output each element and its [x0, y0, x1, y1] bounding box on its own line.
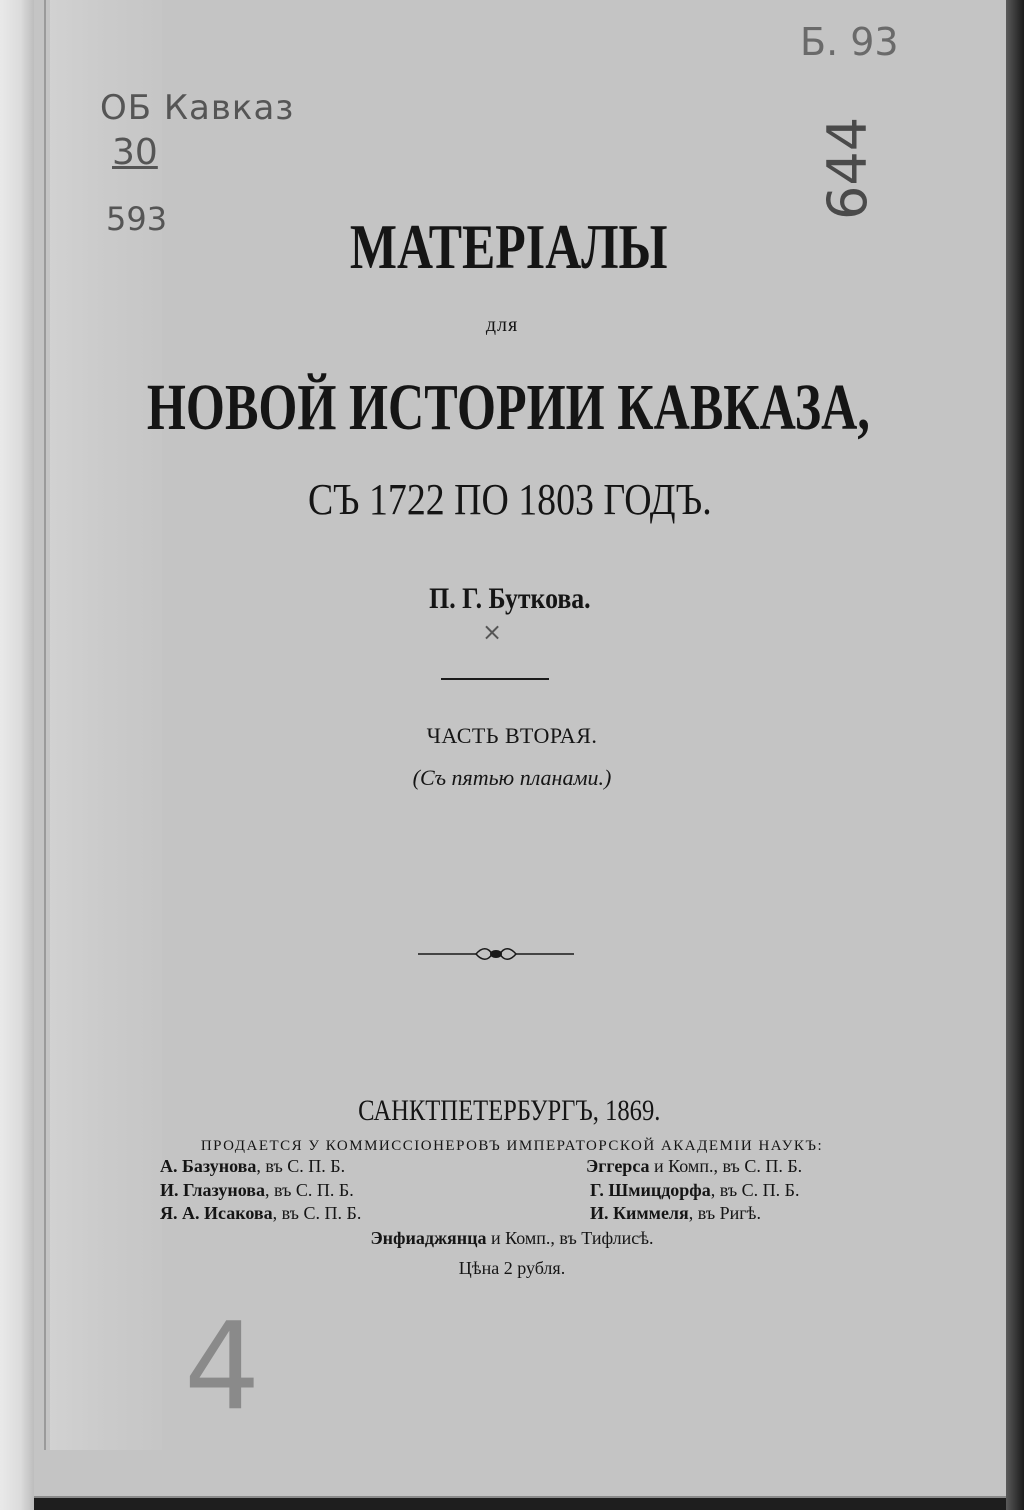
main-title: МАТЕРІАЛЫ	[349, 211, 668, 282]
seller-right-3: И. Киммеля, въ Ригѣ.	[590, 1203, 761, 1223]
seller-tiflis: Энфиаджянца и Комп., въ Тифлисѣ.	[370, 1228, 654, 1248]
price-line: Цѣна 2 рубля.	[458, 1258, 566, 1278]
divider-rule	[441, 678, 549, 680]
bottom-mark-handwritten: 4	[184, 1298, 261, 1437]
page-right-shadow	[1006, 0, 1024, 1510]
years-line: СЪ 1722 ПО 1803 ГОДЪ.	[308, 475, 712, 524]
subtitle: НОВОЙ ИСТОРИИ КАВКАЗА,	[146, 371, 870, 444]
imprint-city-year: САНКТПЕТЕРБУРГЪ, 1869.	[358, 1094, 661, 1127]
seller-right-2: Г. Шмицдорфа, въ С. П. Б.	[590, 1180, 800, 1200]
vertical-number-handwritten: 644	[816, 116, 879, 220]
inventory-number-handwritten: 593	[106, 200, 168, 238]
shelf-number-handwritten: 30	[112, 132, 158, 173]
part-label: ЧАСТЬ ВТОРАЯ.	[426, 723, 598, 748]
plans-note: (Съ пятью планами.)	[412, 765, 612, 790]
page-left-edge	[0, 0, 34, 1510]
corner-note-handwritten: Б. 93	[800, 20, 899, 64]
title-connector: для	[485, 314, 519, 336]
seller-left-2: И. Глазунова, въ С. П. Б.	[160, 1180, 354, 1200]
sold-by-line: ПРОДАЕТСЯ У КОММИССІОНЕРОВЪ ИМПЕРАТОРСКОЙ АКАДЕМІИ НАУКЪ:	[200, 1138, 824, 1154]
seller-left-1: А. Базунова, въ С. П. Б.	[160, 1156, 346, 1176]
seller-right-1: Эггерса и Комп., въ С. П. Б.	[586, 1156, 803, 1176]
author-line: П. Г. Буткова.	[429, 582, 591, 615]
seller-left-3: Я. А. Исакова, въ С. П. Б.	[160, 1203, 362, 1223]
ornamental-divider	[416, 944, 576, 964]
cross-mark-handwritten: ×	[482, 618, 503, 646]
shelf-mark-handwritten: ОБ Кавказ	[100, 88, 295, 128]
